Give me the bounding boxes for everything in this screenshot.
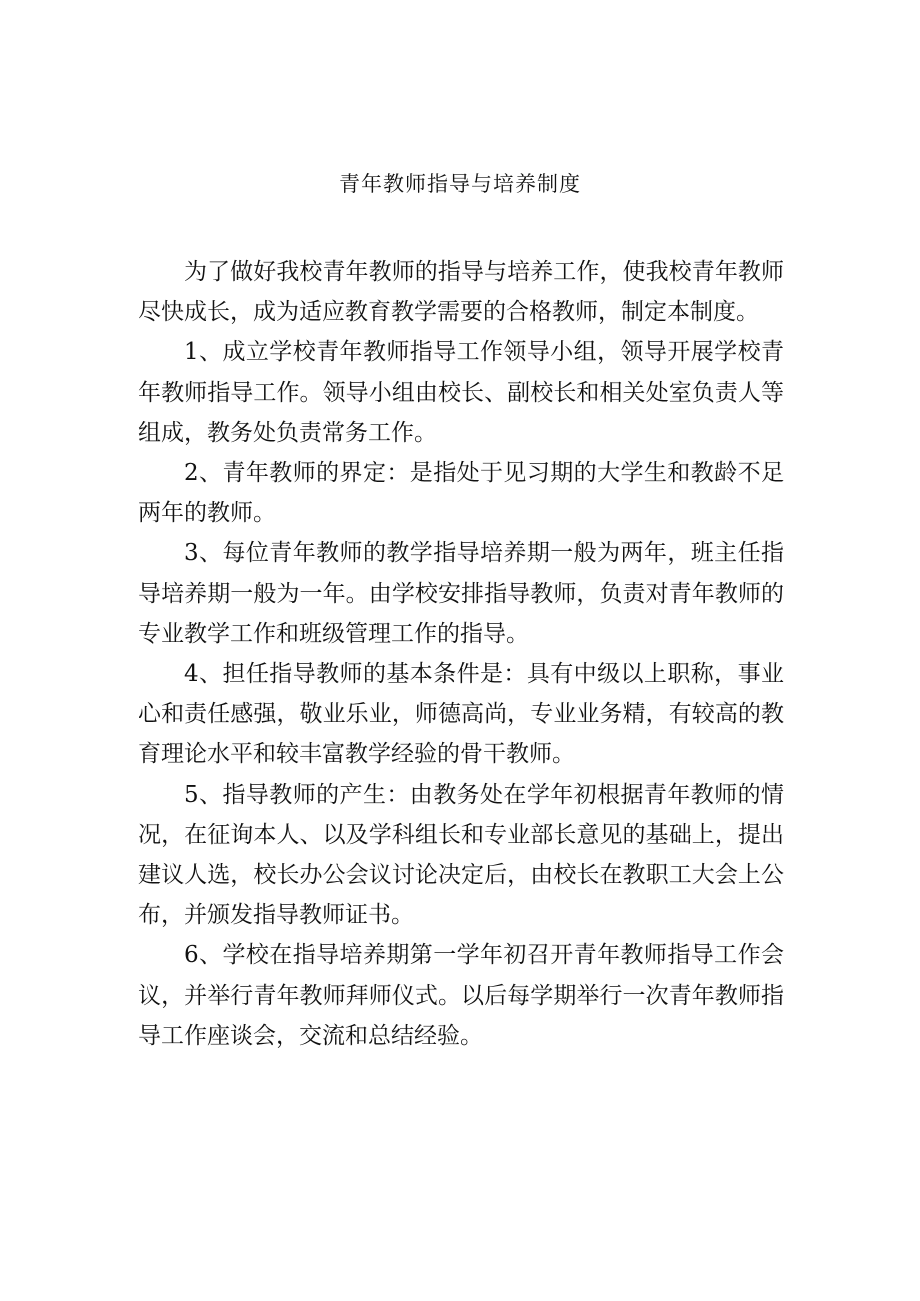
document-title: 青年教师指导与培养制度 [339, 172, 581, 196]
document-body [138, 252, 784, 1056]
paragraph-item-6: 6、学校在指导培养期第一学年初召开青年教师指导工作会议，并举行青年教师拜师仪式。以后每学期举行一次青年教师指导工作座谈会，交流和总结经验。 [138, 942, 784, 1049]
paragraph-item-5: 5、指导教师的产生：由教务处在学年初根据青年教师的情况，在征询本人、以及学科组长和专业部长意见的基础上，提出建议人选，校长办公会议讨论决定后，由校长在教职工大会上公布，并颁发指导教师证书。 [138, 781, 784, 929]
paragraph-item-4: 4、担任指导教师的基本条件是：具有中级以上职称，事业心和责任感强，敬业乐业，师德高尚，专业业务精，有较高的教育理论水平和较丰富教学经验的骨干教师。 [138, 661, 784, 768]
paragraph-intro: 为了做好我校青年教师的指导与培养工作，使我校青年教师尽快成长，成为适应教育教学需要的合格教师，制定本制度。 [138, 259, 784, 326]
paragraph-item-2: 2、青年教师的界定：是指处于见习期的大学生和教龄不足两年的教师。 [138, 460, 784, 527]
paragraph-item-3: 3、每位青年教师的教学指导培养期一般为两年，班主任指导培养期一般为一年。由学校安排指导教师，负责对青年教师的专业教学工作和班级管理工作的指导。 [138, 540, 784, 647]
paragraph-item-1: 1、成立学校青年教师指导工作领导小组，领导开展学校青年教师指导工作。领导小组由校长、副校长和相关处室负责人等组成，教务处负责常务工作。 [138, 339, 784, 446]
